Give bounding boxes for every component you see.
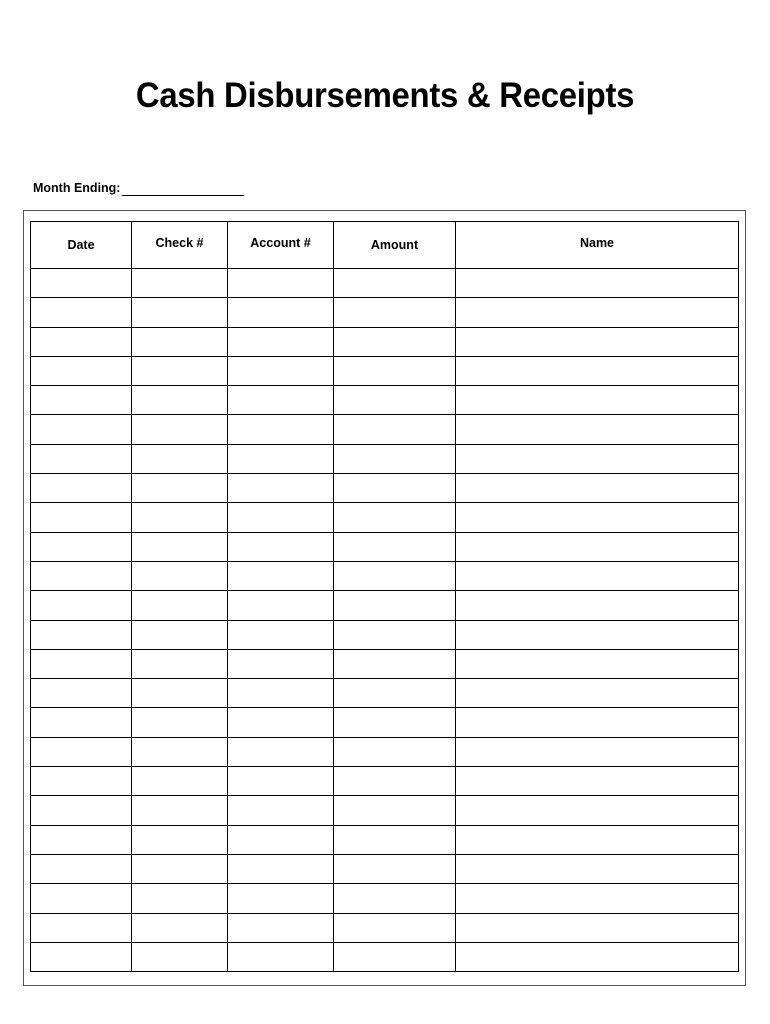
cell-name[interactable] <box>456 854 739 883</box>
cell-date[interactable] <box>31 884 132 913</box>
cell-name[interactable] <box>456 620 739 649</box>
cell-account[interactable] <box>228 884 334 913</box>
cell-name[interactable] <box>456 884 739 913</box>
cell-check[interactable] <box>132 591 228 620</box>
cell-check[interactable] <box>132 854 228 883</box>
cell-amount[interactable] <box>334 913 456 942</box>
cell-name[interactable] <box>456 796 739 825</box>
cell-account[interactable] <box>228 415 334 444</box>
cell-account[interactable] <box>228 474 334 503</box>
cell-check[interactable] <box>132 649 228 678</box>
cell-name[interactable] <box>456 913 739 942</box>
table-row <box>31 942 739 971</box>
cell-name[interactable] <box>456 649 739 678</box>
cell-date[interactable] <box>31 620 132 649</box>
cell-account[interactable] <box>228 444 334 473</box>
ledger-body <box>31 269 739 972</box>
cell-date[interactable] <box>31 825 132 854</box>
table-row <box>31 444 739 473</box>
cell-check[interactable] <box>132 942 228 971</box>
cell-account[interactable] <box>228 298 334 327</box>
cell-amount[interactable] <box>334 854 456 883</box>
cell-amount[interactable] <box>334 767 456 796</box>
cell-date[interactable] <box>31 298 132 327</box>
cell-amount[interactable] <box>334 474 456 503</box>
cell-name[interactable] <box>456 386 739 415</box>
cell-check[interactable] <box>132 767 228 796</box>
cell-account[interactable] <box>228 679 334 708</box>
cell-name[interactable] <box>456 356 739 385</box>
cell-date[interactable] <box>31 737 132 766</box>
table-row <box>31 591 739 620</box>
cell-check[interactable] <box>132 444 228 473</box>
cell-amount[interactable] <box>334 620 456 649</box>
cell-date[interactable] <box>31 591 132 620</box>
table-row <box>31 884 739 913</box>
cell-date[interactable] <box>31 474 132 503</box>
cell-check[interactable] <box>132 386 228 415</box>
cell-amount[interactable] <box>334 444 456 473</box>
cell-amount[interactable] <box>334 942 456 971</box>
month-ending-label: Month Ending: <box>33 181 121 195</box>
cell-amount[interactable] <box>334 503 456 532</box>
cell-date[interactable] <box>31 796 132 825</box>
column-header-amount: Amount <box>334 222 456 269</box>
cell-account[interactable] <box>228 386 334 415</box>
table-row <box>31 825 739 854</box>
cell-account[interactable] <box>228 620 334 649</box>
table-row <box>31 269 739 298</box>
cell-name[interactable] <box>456 708 739 737</box>
ledger-header-row <box>31 222 739 269</box>
cell-account[interactable] <box>228 356 334 385</box>
cell-amount[interactable] <box>334 679 456 708</box>
column-header-account: Account # <box>228 222 334 269</box>
cell-date[interactable] <box>31 356 132 385</box>
table-row <box>31 737 739 766</box>
cell-account[interactable] <box>228 942 334 971</box>
cell-name[interactable] <box>456 503 739 532</box>
cell-check[interactable] <box>132 679 228 708</box>
cell-name[interactable] <box>456 298 739 327</box>
table-row <box>31 561 739 590</box>
cell-check[interactable] <box>132 298 228 327</box>
table-row <box>31 298 739 327</box>
cell-account[interactable] <box>228 649 334 678</box>
table-row <box>31 708 739 737</box>
cell-name[interactable] <box>456 474 739 503</box>
cell-date[interactable] <box>31 327 132 356</box>
cell-name[interactable] <box>456 327 739 356</box>
cell-amount[interactable] <box>334 649 456 678</box>
cell-date[interactable] <box>31 708 132 737</box>
column-header-date: Date <box>31 222 132 269</box>
cell-name[interactable] <box>456 415 739 444</box>
cell-amount[interactable] <box>334 884 456 913</box>
table-row <box>31 649 739 678</box>
cell-date[interactable] <box>31 854 132 883</box>
cell-account[interactable] <box>228 737 334 766</box>
table-row <box>31 767 739 796</box>
cell-amount[interactable] <box>334 298 456 327</box>
cell-date[interactable] <box>31 913 132 942</box>
cell-amount[interactable] <box>334 356 456 385</box>
cell-account[interactable] <box>228 854 334 883</box>
cell-name[interactable] <box>456 737 739 766</box>
cell-amount[interactable] <box>334 415 456 444</box>
cell-account[interactable] <box>228 825 334 854</box>
cell-name[interactable] <box>456 269 739 298</box>
cell-amount[interactable] <box>334 561 456 590</box>
cell-account[interactable] <box>228 532 334 561</box>
cell-check[interactable] <box>132 327 228 356</box>
cell-amount[interactable] <box>334 386 456 415</box>
cell-date[interactable] <box>31 942 132 971</box>
cell-amount[interactable] <box>334 591 456 620</box>
cell-check[interactable] <box>132 356 228 385</box>
page-title: Cash Disbursements & Receipts <box>135 76 635 115</box>
table-row <box>31 620 739 649</box>
cell-date[interactable] <box>31 503 132 532</box>
table-row <box>31 679 739 708</box>
cell-amount[interactable] <box>334 737 456 766</box>
cell-amount[interactable] <box>334 269 456 298</box>
cell-check[interactable] <box>132 708 228 737</box>
cell-amount[interactable] <box>334 708 456 737</box>
table-row <box>31 532 739 561</box>
cell-check[interactable] <box>132 620 228 649</box>
cell-date[interactable] <box>31 532 132 561</box>
cell-name[interactable] <box>456 767 739 796</box>
cell-amount[interactable] <box>334 327 456 356</box>
cell-name[interactable] <box>456 591 739 620</box>
cell-check[interactable] <box>132 796 228 825</box>
column-header-name: Name <box>456 222 739 269</box>
cell-check[interactable] <box>132 474 228 503</box>
cell-account[interactable] <box>228 591 334 620</box>
table-row <box>31 327 739 356</box>
cell-name[interactable] <box>456 942 739 971</box>
cell-account[interactable] <box>228 708 334 737</box>
cell-account[interactable] <box>228 561 334 590</box>
cell-amount[interactable] <box>334 532 456 561</box>
cell-name[interactable] <box>456 532 739 561</box>
table-row <box>31 913 739 942</box>
cell-date[interactable] <box>31 767 132 796</box>
cell-check[interactable] <box>132 532 228 561</box>
cell-account[interactable] <box>228 767 334 796</box>
table-row <box>31 415 739 444</box>
cell-date[interactable] <box>31 444 132 473</box>
cell-amount[interactable] <box>334 825 456 854</box>
cell-check[interactable] <box>132 913 228 942</box>
cell-date[interactable] <box>31 679 132 708</box>
cell-check[interactable] <box>132 503 228 532</box>
cell-account[interactable] <box>228 269 334 298</box>
cell-date[interactable] <box>31 269 132 298</box>
cell-date[interactable] <box>31 649 132 678</box>
month-ending-blank-line[interactable] <box>122 181 244 196</box>
cell-name[interactable] <box>456 561 739 590</box>
cell-account[interactable] <box>228 327 334 356</box>
table-row <box>31 474 739 503</box>
cell-date[interactable] <box>31 561 132 590</box>
cell-name[interactable] <box>456 444 739 473</box>
cell-check[interactable] <box>132 415 228 444</box>
cell-account[interactable] <box>228 796 334 825</box>
table-row <box>31 854 739 883</box>
month-ending-field <box>33 180 244 196</box>
table-row <box>31 503 739 532</box>
cell-name[interactable] <box>456 679 739 708</box>
cell-date[interactable] <box>31 386 132 415</box>
cell-amount[interactable] <box>334 796 456 825</box>
cell-check[interactable] <box>132 884 228 913</box>
table-row <box>31 796 739 825</box>
cell-account[interactable] <box>228 503 334 532</box>
cell-check[interactable] <box>132 269 228 298</box>
table-row <box>31 356 739 385</box>
table-row <box>31 386 739 415</box>
cell-check[interactable] <box>132 561 228 590</box>
cell-name[interactable] <box>456 825 739 854</box>
column-header-check: Check # <box>132 222 228 269</box>
cell-check[interactable] <box>132 825 228 854</box>
cell-check[interactable] <box>132 737 228 766</box>
cell-account[interactable] <box>228 913 334 942</box>
cell-date[interactable] <box>31 415 132 444</box>
ledger-table <box>30 221 739 972</box>
